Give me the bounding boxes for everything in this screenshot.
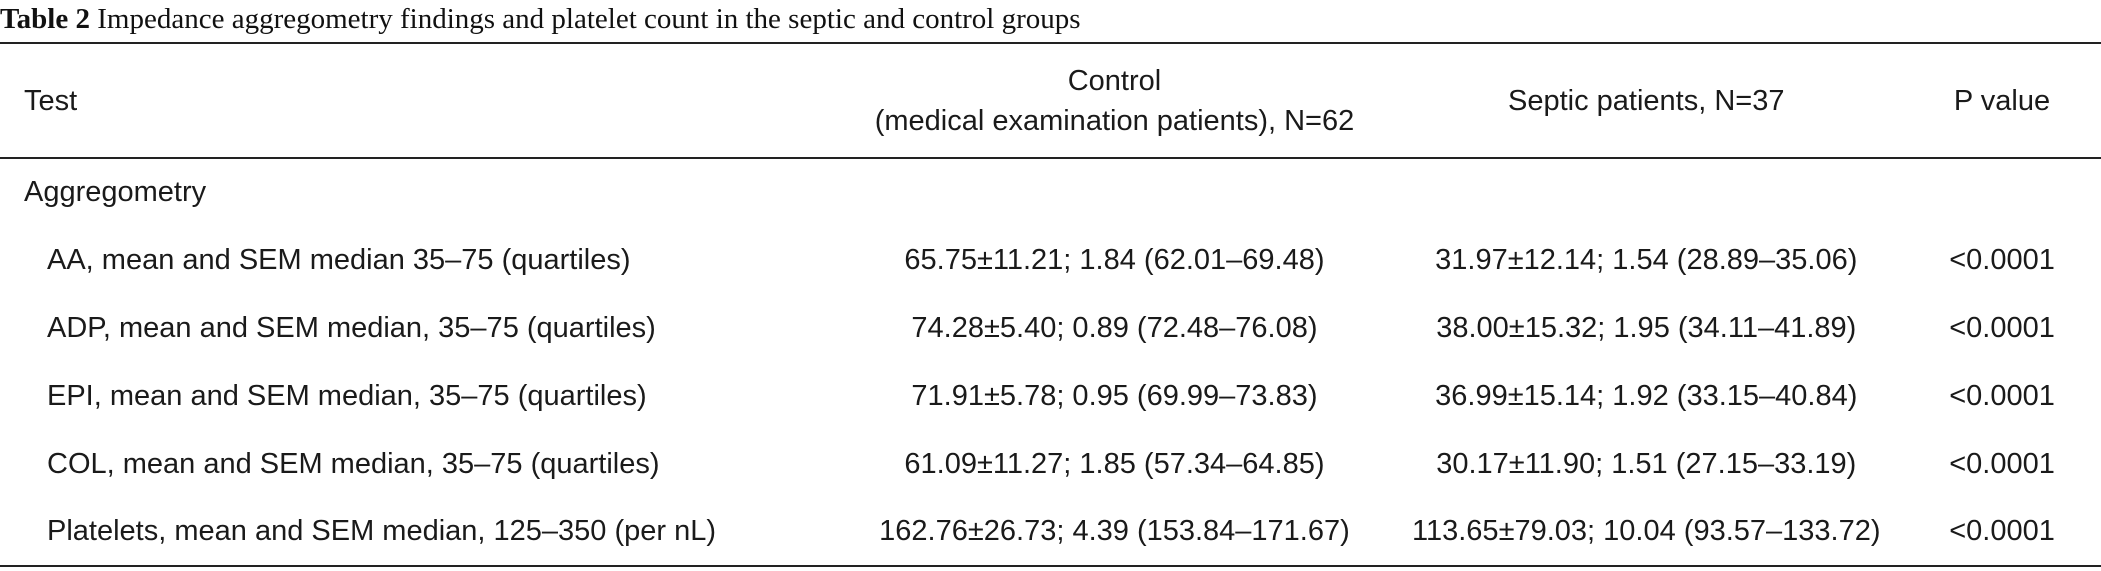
- table-row: [0, 362, 2101, 430]
- row-control-cell: 61.09±11.27; 1.85 (57.34–64.85): [904, 447, 1325, 480]
- group-empty-cell: [1389, 158, 1903, 226]
- row-test-cell: Platelets, mean and SEM median, 125–350 (per nL): [0, 498, 839, 566]
- table-row: [0, 226, 2101, 294]
- row-septic-cell: 38.00±15.32; 1.95 (34.11–41.89): [1436, 311, 1857, 344]
- row-control-cell: 74.28±5.40; 0.89 (72.48–76.08): [911, 311, 1318, 344]
- row-septic-cell: 30.17±11.90; 1.51 (27.15–33.19): [1436, 447, 1857, 480]
- row-control-cell: 162.76±26.73; 4.39 (153.84–171.67): [839, 498, 1389, 566]
- row-p-cell: <0.0001: [1949, 311, 2055, 344]
- header-control: [839, 43, 1389, 158]
- table-row: [0, 430, 2101, 498]
- header-septic: Septic patients, N=37: [1389, 43, 1903, 158]
- group-row: [0, 158, 2101, 226]
- row-septic-cell: 113.65±79.03; 10.04 (93.57–133.72): [1389, 498, 1903, 566]
- results-table: [0, 42, 2101, 567]
- row-septic-cell: 31.97±12.14; 1.54 (28.89–35.06): [1435, 243, 1858, 276]
- row-septic-cell: 36.99±15.14; 1.92 (33.15–40.84): [1435, 379, 1858, 412]
- table-caption-label: Table 2: [0, 3, 90, 35]
- row-control-cell: 65.75±11.21; 1.84 (62.01–69.48): [904, 243, 1325, 276]
- row-p-cell: <0.0001: [1949, 447, 2055, 480]
- table-row: [0, 498, 2101, 566]
- table-row: [0, 294, 2101, 362]
- row-test-cell: AA, mean and SEM median 35–75 (quartiles): [47, 243, 631, 276]
- row-test-cell: EPI, mean and SEM median, 35–75 (quartiles): [47, 379, 647, 412]
- table-body: [0, 158, 2101, 566]
- row-test-cell: ADP, mean and SEM median, 35–75 (quartiles): [47, 311, 656, 344]
- table-header: [0, 43, 2101, 158]
- group-empty-cell: [839, 158, 1389, 226]
- group-label: Aggregometry: [24, 176, 207, 208]
- group-empty-cell: [1903, 158, 2101, 226]
- row-test-cell: COL, mean and SEM median, 35–75 (quartiles): [47, 447, 660, 480]
- row-p-cell: <0.0001: [1903, 498, 2101, 566]
- header-p-value: P value: [1903, 43, 2101, 158]
- row-control-cell: 71.91±5.78; 0.95 (69.99–73.83): [911, 379, 1318, 412]
- header-control-line2: (medical examination patients), N=62: [874, 104, 1355, 137]
- header-row: [0, 43, 2101, 158]
- header-test: Test: [0, 43, 839, 158]
- table-caption-text: Impedance aggregometry findings and platelet count in the septic and control groups: [97, 3, 1081, 35]
- header-control-line1: Control: [1067, 64, 1162, 97]
- row-p-cell: <0.0001: [1949, 379, 2055, 412]
- row-p-cell: <0.0001: [1949, 243, 2055, 276]
- table-caption: [0, 2, 1081, 36]
